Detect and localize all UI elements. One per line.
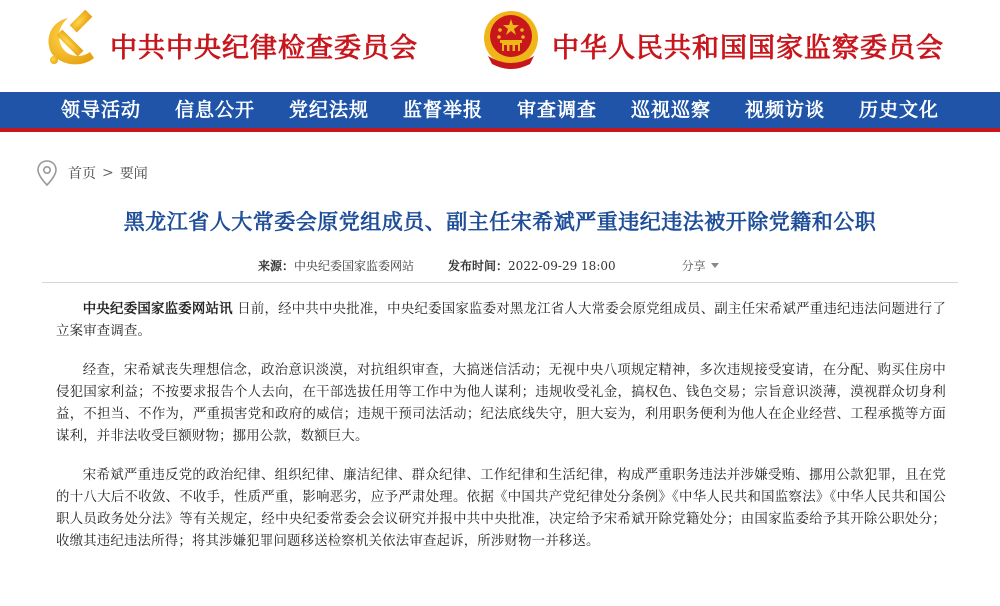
site-header [0,0,1000,92]
article-paragraph [56,298,946,343]
source-value: 中央纪委国家监委网站 [294,259,415,273]
publish-time-value: 2022-09-29 18:00 [508,258,616,273]
article-paragraph-3: 宋希斌严重违反党的政治纪律、组织纪律、廉洁纪律、群众纪律、工作纪律和生活纪律，构成严重职务违法并涉嫌受贿、挪用公款犯罪，且在党的十八大后不收敛、不收手，性质严重，影响恶劣，应予严肃处理。依据《中国共产党纪律处分条例》《中华人民共和国监察法》《中华人民共和国公职人员政务处分法》等有关规定，经中央纪委常委会会议研究并报中共中央批准，决定给予宋希斌开除党籍处分；由国家监委给予其开除公职处分；收缴其违纪违法所得；将其涉嫌犯罪问题移送检察机关依法审查起诉，所涉财物一并移送。 [56,468,946,549]
breadcrumb-home-link[interactable]: 首页 [68,166,96,182]
nav-item-video-interviews[interactable]: 视频访谈 [745,99,826,121]
breadcrumb [36,160,148,186]
share-dropdown[interactable] [682,257,719,274]
nav-item-info-disclosure[interactable]: 信息公开 [174,99,255,121]
national-supervisory-commission-title[interactable]: 中华人民共和国国家监察委员会 [552,33,944,64]
paragraph-1-text: 日前，经中共中央批准，中央纪委国家监委对黑龙江省人大常委会原党组成员、副主任宋希斌严重违纪违法问题进行了立案审查调查。 [56,302,947,339]
article-meta [258,257,719,274]
publish-time-label: 发布时间： [448,259,509,273]
nav-item-party-regulations[interactable]: 党纪法规 [288,99,369,121]
article-body [56,298,946,570]
main-nav [0,92,1000,132]
article-paragraph-2: 经查，宋希斌丧失理想信念，政治意识淡漠，对抗组织审查，大搞迷信活动；无视中央八项规定精神，多次违规接受宴请，在分配、购买住房中侵犯国家利益；不按要求报告个人去向，在干部选拔任用等工作中为他人谋利；违规收受礼金，搞权色、钱色交易；宗旨意识淡薄，漠视群众切身利益，不担当、不作为，严重损害党和政府的威信；违规干预司法活动；纪法底线失守，胆大妄为，利用职务便利为他人在企业经营、工程承揽等方面谋利，并非法收受巨额财物；挪用公款，数额巨大。 [56,363,946,444]
article-lead: 中央纪委国家监委网站讯 [82,301,233,317]
breadcrumb-current-link[interactable]: 要闻 [119,166,148,182]
nav-item-history-culture[interactable]: 历史文化 [859,99,940,121]
nav-item-leadership[interactable]: 领导活动 [60,99,141,121]
article-title: 黑龙江省人大常委会原党组成员、副主任宋希斌严重违纪违法被开除党籍和公职 [123,209,877,234]
breadcrumb-separator: > [102,165,114,181]
cpc-discipline-commission-title[interactable]: 中共中央纪律检查委员会 [110,33,418,64]
nav-item-inspection[interactable]: 巡视巡察 [631,99,712,121]
nav-item-investigation[interactable]: 审查调查 [517,99,598,121]
caret-down-icon [711,263,719,268]
meta-divider [42,282,958,283]
party-emblem-icon[interactable] [40,10,100,70]
national-emblem-icon[interactable] [480,8,542,72]
nav-item-supervision-report[interactable]: 监督举报 [402,99,483,121]
source-label: 来源： [258,259,295,273]
share-label: 分享 [681,259,706,273]
location-pin-icon [36,160,58,186]
